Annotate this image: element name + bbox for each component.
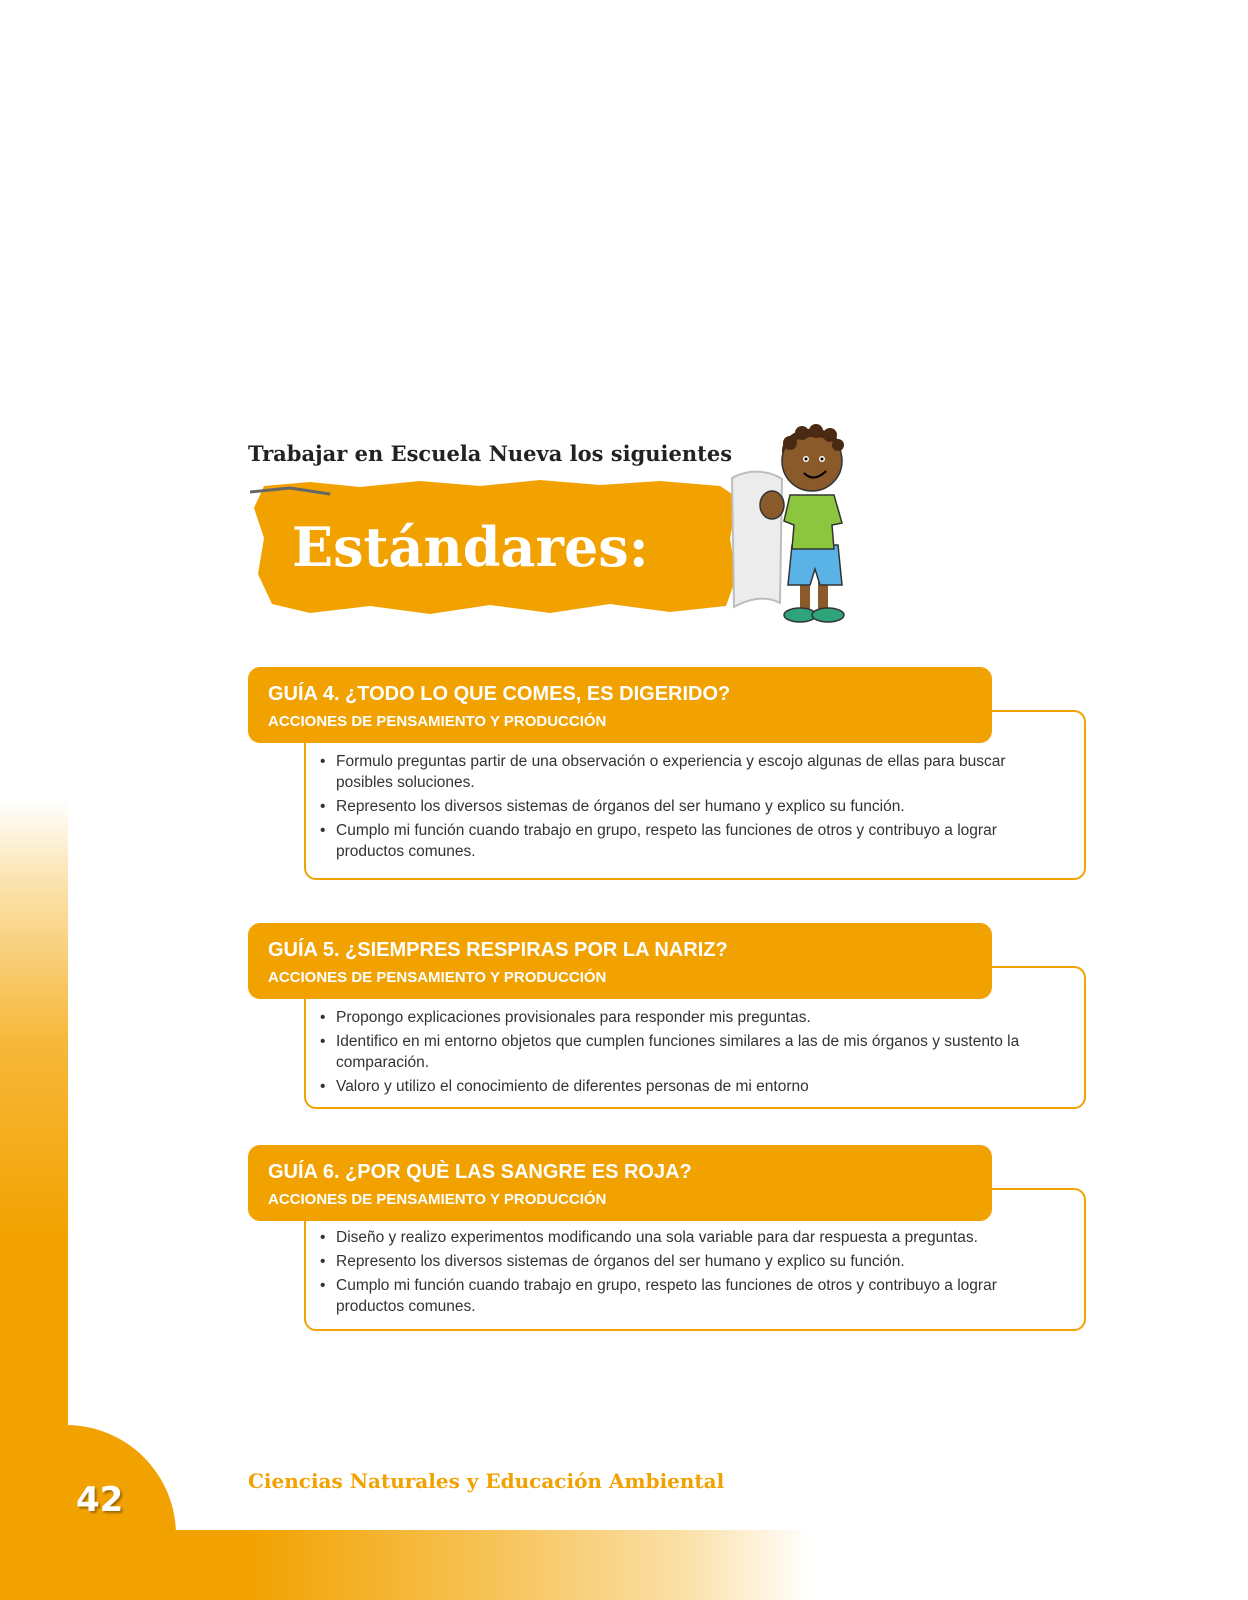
list-item: • Formulo preguntas partir de una observación o experiencia y escojo algunas de ellas para buscar posibles soluciones. [318,751,1056,793]
guide-6-header [248,1145,992,1221]
guide-5-section [248,923,1086,1109]
boy-holding-sign-illustration [730,413,880,633]
list-item: • Identifico en mi entorno objetos que cumplen funciones similares a las de mis órganos y sustento la comparación. [318,1031,1056,1073]
list-item: • Cumplo mi función cuando trabajo en grupo, respeto las funciones de otros y contribuyo a lograr productos comunes. [318,1275,1056,1317]
bottom-decorative-band [0,1530,1248,1600]
guide-5-title: GUÍA 5. ¿SIEMPRES RESPIRAS POR LA NARIZ? [268,939,728,961]
guide-4-list [318,751,1056,865]
guide-6-section [248,1145,1086,1331]
guide-5-subtitle: ACCIONES DE PENSAMIENTO Y PRODUCCIÓN [268,969,607,986]
guide-4-subtitle: ACCIONES DE PENSAMIENTO Y PRODUCCIÓN [268,713,607,730]
intro-text: Trabajar en Escuela Nueva los siguientes [248,441,733,466]
list-item: • Represento los diversos sistemas de órganos del ser humano y explico su función. [318,1251,1056,1272]
guide-6-title: GUÍA 6. ¿POR QUÈ LAS SANGRE ES ROJA? [268,1161,692,1183]
guide-6-list [318,1227,1056,1320]
guide-4-section [248,667,1086,880]
footer-book-title: Ciencias Naturales y Educación Ambiental [248,1469,725,1493]
list-item: • Propongo explicaciones provisionales para responder mis preguntas. [318,1007,1056,1028]
guide-4-header [248,667,992,743]
page-number: 42 [76,1480,124,1520]
guide-6-subtitle: ACCIONES DE PENSAMIENTO Y PRODUCCIÓN [268,1191,607,1208]
list-item: • Cumplo mi función cuando trabajo en grupo, respeto las funciones de otros y contribuyo a lograr productos comunes. [318,820,1056,862]
guide-4-title: GUÍA 4. ¿TODO LO QUE COMES, ES DIGERIDO? [268,683,731,705]
guide-5-list [318,1007,1056,1100]
list-item: • Diseño y realizo experimentos modificando una sola variable para dar respuesta a preguntas. [318,1227,1056,1248]
list-item: • Valoro y utilizo el conocimiento de diferentes personas de mi entorno [318,1076,1056,1097]
list-item: • Represento los diversos sistemas de órganos del ser humano y explico su función. [318,796,1056,817]
banner-title: Estándares: [292,515,649,579]
guide-5-header [248,923,992,999]
